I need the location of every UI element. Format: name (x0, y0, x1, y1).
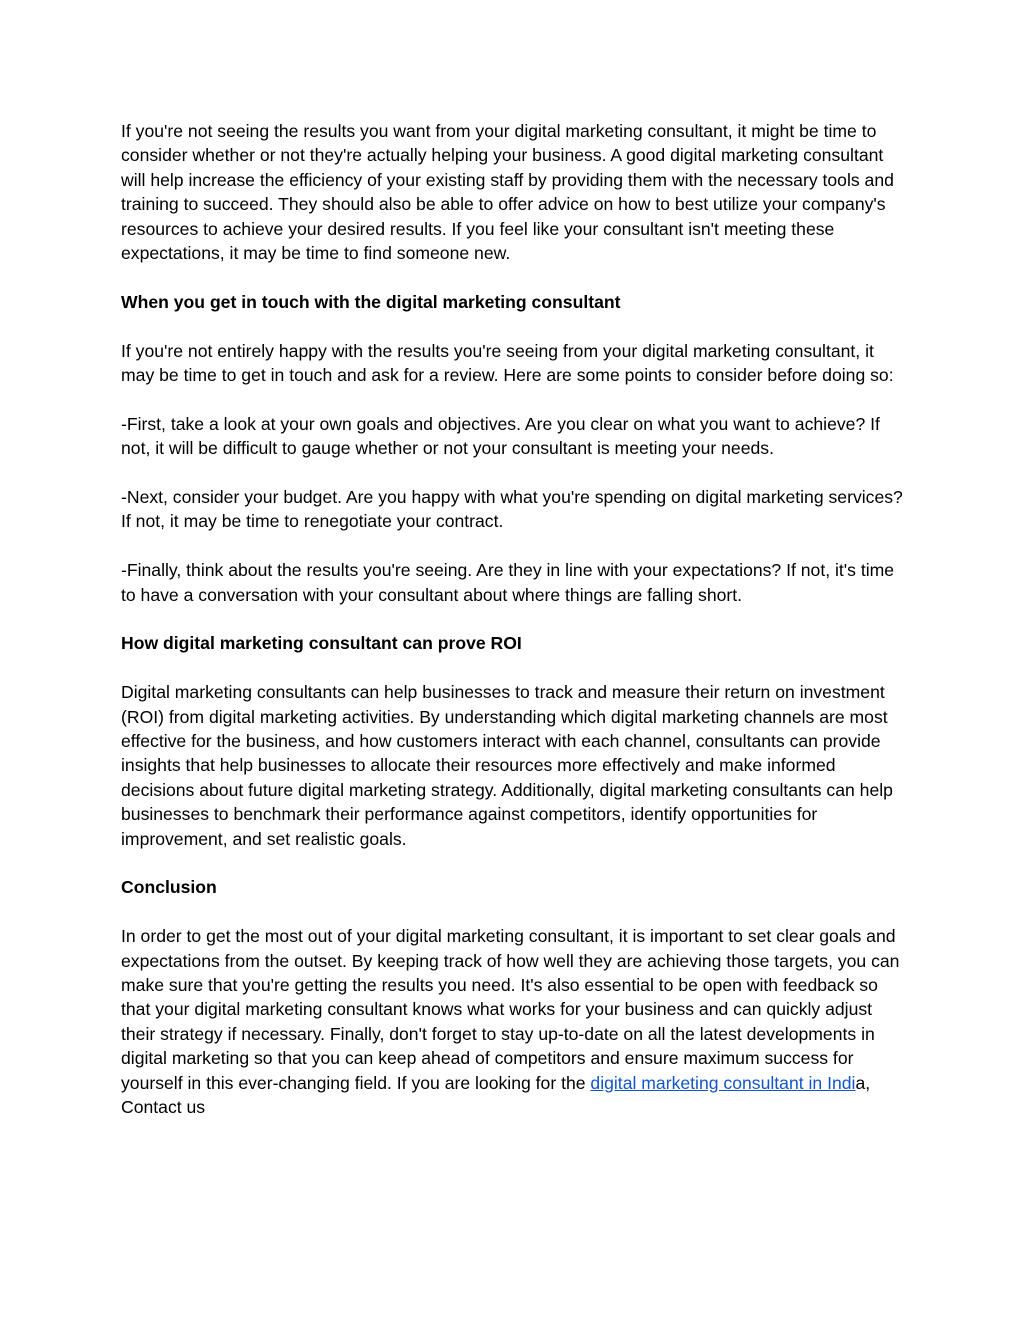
section-heading-conclusion: Conclusion (121, 877, 217, 898)
consultant-india-link[interactable]: digital marketing consultant in Indi (590, 1072, 856, 1093)
bullet-paragraph-next: -Next, consider your budget. Are you happy with what you're spending on digital marketing services? If not, it may be time to renegotiate your contract. (121, 487, 903, 532)
paragraph: Digital marketing consultants can help businesses to track and measure their return on investment (ROI) from digital marketing activities. By understanding which digital marketing channels are most effective for the business, and how customers interact with each channel, consultants can provide insights that help businesses to allocate their resources more effectively and make informed decisions about future digital marketing strategy. Additionally, digital marketing consultants can help businesses to benchmark their performance against competitors, identify opportunities for improvement, and set realistic goals. (121, 682, 893, 849)
intro-paragraph: If you're not seeing the results you want from your digital marketing consultant, it might be time to consider whether or not they're actually helping your business. A good digital marketing consultant will help increase the efficiency of your existing staff by providing them with the necessary tools and training to succeed. They should also be able to offer advice on how to best utilize your company's resources to achieve your desired results. If you feel like your consultant isn't meeting these expectations, it may be time to find someone new. (121, 121, 894, 264)
section-heading-get-in-touch: When you get in touch with the digital marketing consultant (121, 291, 621, 312)
conclusion-text-end: a, Contact us (121, 1072, 871, 1118)
conclusion-paragraph (121, 924, 911, 1119)
section-heading-prove-roi: How digital marketing consultant can prove ROI (121, 633, 522, 654)
bullet-paragraph-finally: -Finally, think about the results you're seeing. Are they in line with your expectations? If not, it's time to have a conversation with your consultant about where things are falling short. (121, 560, 895, 605)
paragraph: If you're not entirely happy with the results you're seeing from your digital marketing consultant, it may be time to get in touch and ask for a review. Here are some points to consider before doing so: (121, 340, 894, 386)
bullet-paragraph-first: -First, take a look at your own goals and objectives. Are you clear on what you want to achieve? If not, it will be difficult to gauge whether or not your consultant is meeting your needs. (121, 413, 880, 459)
document-page (121, 119, 911, 1144)
conclusion-text: In order to get the most out of your digital marketing consultant, it is important to set clear goals and expectations from the outset. By keeping track of how well they are achieving those targets, you can make sure that you're getting the results you need. It's also essential to be open with feedback so that your digital marketing consultant knows what works for your business and can quickly adjust their strategy if necessary. Finally, don't forget to stay up-to-date on all the latest developments in digital marketing so that you can keep ahead of competitors and ensure maximum success for yourself in this ever-changing field. If you are looking for the (121, 926, 900, 1093)
